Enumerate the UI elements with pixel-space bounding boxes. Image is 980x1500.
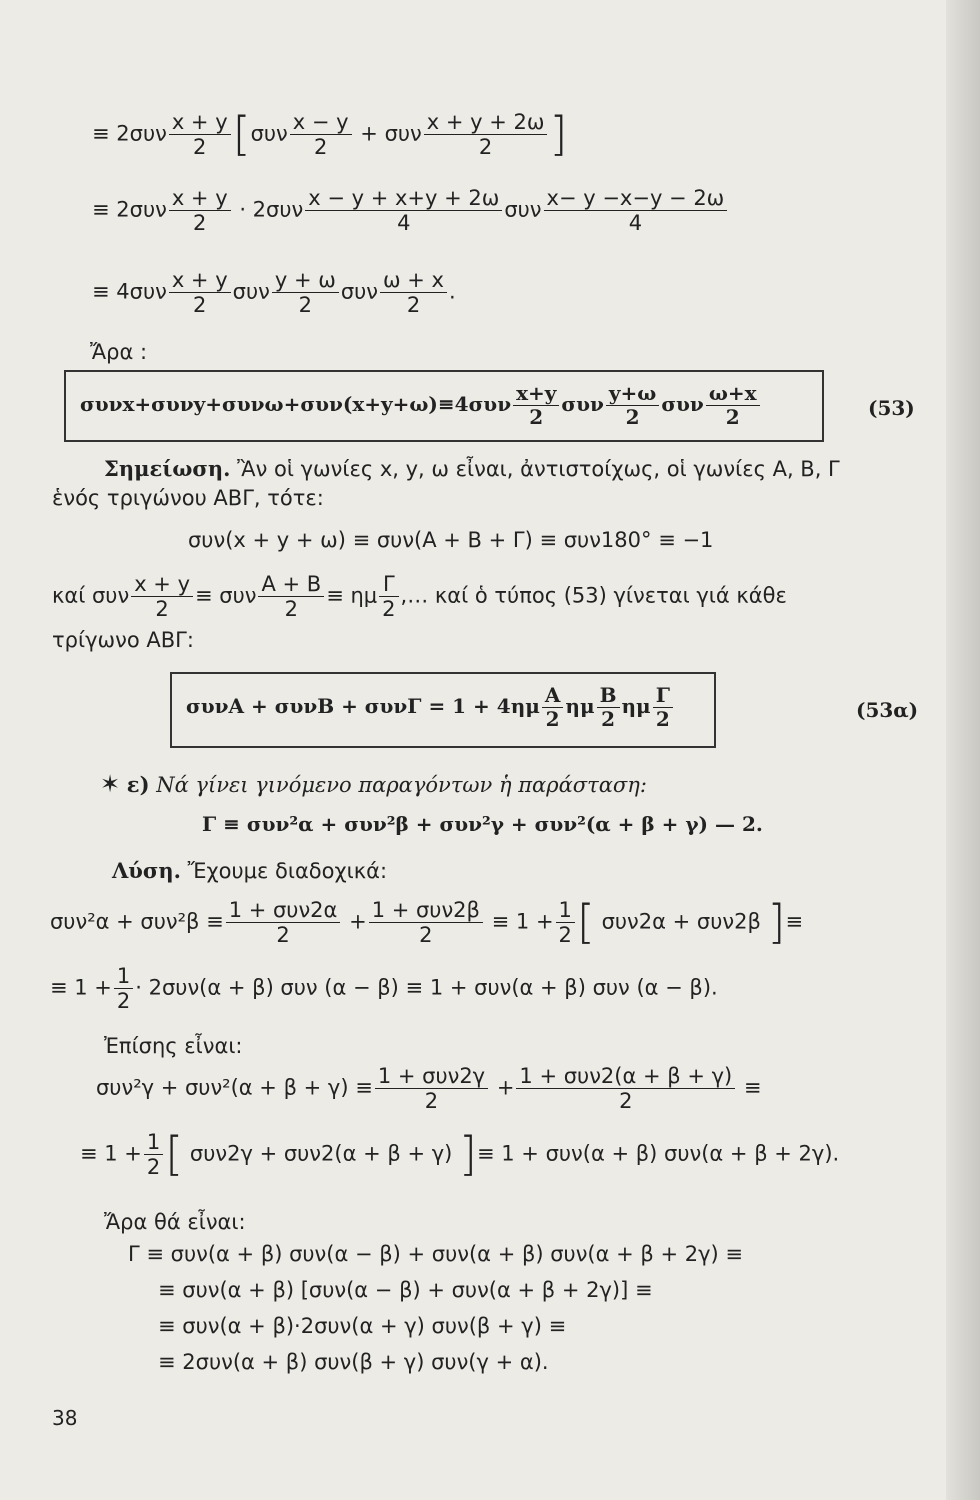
episis-line: Ἐπίσης εἶναι: (104, 1034, 243, 1058)
equation-cos180: συν(x + y + ω) ≡ συν(Α + Β + Γ) ≡ συν180° ≡ −1 (188, 528, 714, 552)
fraction: $\frac{A + B}{2}$ (258, 572, 324, 621)
solution-line-1: συν²α + συν²β ≡ $\frac{\text{1 + συν2α}}{2}$ + $\frac{\text{1 + συν2β}}{2}$ ≡ 1 + $\frac{1}{2}$ [ συν2α + συν2β ]≡ (50, 895, 804, 950)
formula-number-53a: (53α) (856, 698, 919, 722)
fraction: $\frac{1}{2}$ (114, 964, 133, 1013)
close-bracket: ] (459, 1127, 477, 1182)
formula-53: συνx+συνy+συνω+συν(x+y+ω)≡4συν $\frac{x+y}{2}$ συν $\frac{y+\omega}{2}$ συν $\frac{\omega+x}{2}$ (80, 382, 762, 429)
solution-line-4: ≡ 1 + $\frac{1}{2}$ [ συν2γ + συν2(α + β + γ) ]≡ 1 + συν(α + β) συν(α + β + 2γ). (80, 1127, 840, 1182)
equation-line-1: ≡ 2συν $\frac{x + y}{2}$ [συν $\frac{x - y}{2}$ + συν $\frac{x + y + 2\omega}{2}$ ] (92, 107, 568, 162)
ara-label: Ἄρα : (90, 340, 148, 364)
page-edge-shadow (946, 0, 980, 1500)
exercise-epsilon: ✶ ε) Νά γίνει γινόμενο παραγόντων ἡ παράσταση: (100, 770, 647, 798)
fraction: $\frac{\omega + x}{2}$ (380, 268, 447, 317)
formula-53a: συνΑ + συνΒ + συνΓ = 1 + 4ημ $\frac{A}{2}$ ημ $\frac{B}{2}$ ημ $\frac{\Gamma}{2}$ (186, 684, 675, 731)
formula-number-53: (53) (868, 396, 915, 420)
solution-line-2: ≡ 1 + $\frac{1}{2}$ · 2συν(α + β) συν (α − β) ≡ 1 + συν(α + β) συν (α − β). (50, 964, 718, 1014)
page-number: 38 (52, 1406, 78, 1430)
fraction: $\frac{x + y}{2}$ (169, 110, 231, 159)
gamma-expression: Γ ≡ συν²α + συν²β + συν²γ + συν²(α + β + γ) — 2. (202, 812, 763, 836)
trigono-line: τρίγωνο ΑΒΓ: (52, 628, 194, 652)
equation-line-3: ≡ 4συν $\frac{x + y}{2}$ συν $\frac{y + \omega}{2}$ συν $\frac{\omega + x}{2}$ . (92, 268, 456, 318)
note-line-2: ἑνός τριγώνου ΑΒΓ, τότε: (52, 486, 324, 510)
final-line-3: ≡ συν(α + β)·2συν(α + γ) συν(β + γ) ≡ (158, 1314, 567, 1338)
close-bracket: ] (549, 107, 568, 162)
final-line-1: Γ ≡ συν(α + β) συν(α − β) + συν(α + β) συν(α + β + 2γ) ≡ (128, 1242, 744, 1266)
ara-2-line: Ἄρα θά εἶναι: (104, 1210, 246, 1234)
fraction: $\frac{1}{2}$ (144, 1130, 163, 1179)
fraction: $\frac{\text{1 + συν2(α + β + γ)}}{2}$ (516, 1064, 735, 1113)
fraction: $\frac{\Gamma}{2}$ (653, 684, 673, 731)
eq-text: ≡ 2συν (92, 121, 167, 146)
fraction: $\frac{x + y}{2}$ (169, 186, 231, 235)
fraction: $\frac{\text{1 + συν2γ}}{2}$ (375, 1064, 488, 1113)
lysi-line: Λύση. Ἔχουμε διαδοχικά: (112, 858, 388, 883)
fraction: $\frac{x - y + x+y + 2\omega}{4}$ (305, 186, 502, 235)
fraction: $\frac{B}{2}$ (597, 684, 620, 731)
fraction: $\frac{\text{1 + συν2β}}{2}$ (369, 898, 483, 947)
open-bracket: [ (165, 1127, 184, 1182)
fraction: $\frac{\text{1 + συν2α}}{2}$ (226, 898, 341, 947)
fraction: $\frac{x - y}{2}$ (290, 110, 352, 159)
fraction: $\frac{y+\omega}{2}$ (606, 382, 659, 429)
close-bracket: ] (767, 895, 786, 950)
fraction: $\frac{x+y}{2}$ (513, 382, 559, 429)
final-line-4: ≡ 2συν(α + β) συν(β + γ) συν(γ + α). (158, 1350, 549, 1374)
fraction: $\frac{x- y -x-y - 2\omega}{4}$ (544, 186, 728, 235)
solution-line-3: συν²γ + συν²(α + β + γ) ≡ $\frac{\text{1 + συν2γ}}{2}$ + $\frac{\text{1 + συν2(α + β + γ)}}{2}$ ≡ (96, 1064, 762, 1114)
fraction: $\frac{\Gamma}{2}$ (379, 572, 398, 621)
fraction: $\frac{x + y}{2}$ (131, 572, 193, 621)
fraction: $\frac{y + \omega}{2}$ (272, 268, 339, 317)
kai-line: καί συν $\frac{x + y}{2}$ ≡ συν $\frac{A + B}{2}$ ≡ ημ $\frac{\Gamma}{2}$ ,… καί ὁ τύπος (53) γίνεται γιά κάθε (52, 572, 787, 622)
fraction: $\frac{x + y}{2}$ (169, 268, 231, 317)
open-bracket: [ (576, 895, 595, 950)
final-line-2: ≡ συν(α + β) [συν(α − β) + συν(α + β + 2γ)] ≡ (158, 1278, 653, 1302)
note-line-1: Σημείωση. Ἂν οἱ γωνίες x, y, ω εἶναι, ἀντιστοίχως, οἱ γωνίες Α, Β, Γ (104, 456, 840, 481)
open-bracket: [ (232, 107, 251, 162)
fraction: $\frac{\omega+x}{2}$ (706, 382, 760, 429)
fraction: $\frac{x + y + 2\omega}{2}$ (424, 110, 548, 159)
fraction: $\frac{1}{2}$ (556, 898, 575, 947)
star-icon: ✶ (100, 770, 121, 798)
fraction: $\frac{A}{2}$ (542, 684, 564, 731)
equation-line-2: ≡ 2συν $\frac{x + y}{2}$ · 2συν $\frac{x - y + x+y + 2\omega}{4}$ συν $\frac{x- y -x-y - 2\omega}{4}$ (92, 186, 729, 235)
